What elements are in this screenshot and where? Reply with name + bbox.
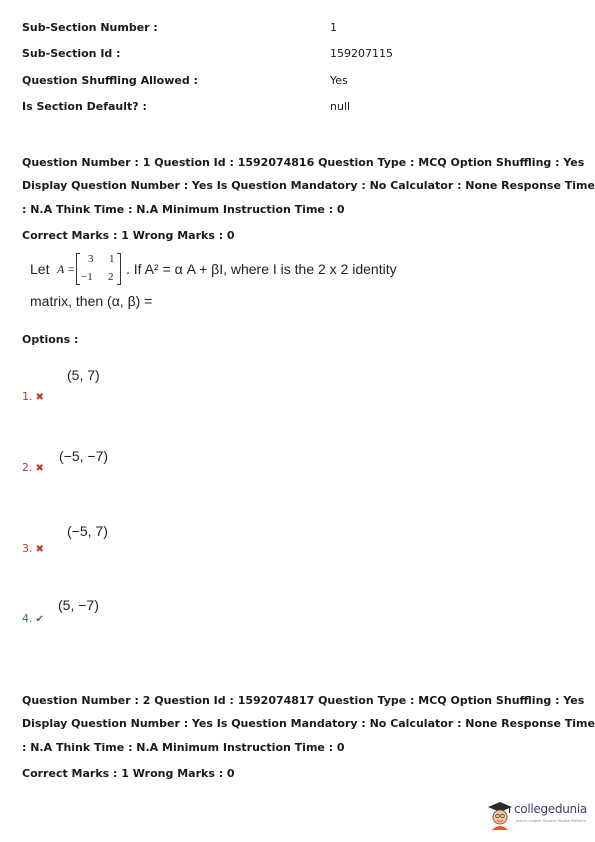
matrix-cell-22: 2 xyxy=(108,271,114,283)
option-3-text: (−5, 7) xyxy=(67,523,108,539)
q1-text-rest: . If A² = α A + βI, where I is the 2 x 2 identity xyxy=(126,261,397,277)
option-2 xyxy=(22,461,44,476)
q2-header-line-3: : N.A Think Time : N.A Minimum Instruction Time : 0 xyxy=(22,741,345,754)
option-4 xyxy=(22,612,44,627)
matrix-cell-11: 3 xyxy=(88,253,94,265)
q1-text-let: Let xyxy=(30,261,50,277)
q1-text-line-2: matrix, then (α, β) = xyxy=(30,293,153,309)
cross-icon: ✖ xyxy=(35,463,44,474)
graduate-mascot-icon xyxy=(487,800,513,830)
matrix-cell-12: 1 xyxy=(109,253,115,265)
matrix-right-bracket xyxy=(117,253,121,285)
q1-matrix xyxy=(57,251,125,289)
question-shuffling-value: Yes xyxy=(330,74,348,87)
option-4-text: (5, −7) xyxy=(58,597,99,613)
matrix-left-bracket xyxy=(76,253,80,285)
sub-section-number-value: 1 xyxy=(330,21,337,34)
matrix-cell-21: −1 xyxy=(81,271,93,283)
options-label: Options : xyxy=(22,333,79,346)
q1-header-line-1: Question Number : 1 Question Id : 1592074816 Question Type : MCQ Option Shuffling : Yes xyxy=(22,156,585,169)
q1-header-line-3: : N.A Think Time : N.A Minimum Instruction Time : 0 xyxy=(22,203,345,216)
option-3-number: 3. xyxy=(22,542,33,555)
q2-header-line-2: Display Question Number : Yes Is Question Mandatory : No Calculator : None Response Time xyxy=(22,717,595,730)
option-1 xyxy=(22,390,44,405)
option-3 xyxy=(22,542,44,557)
option-1-text: (5, 7) xyxy=(67,367,100,383)
logo-tagline: India's Largest Student Review Platform xyxy=(516,819,586,823)
sub-section-id-value: 159207115 xyxy=(330,47,393,60)
collegedunia-logo xyxy=(487,800,587,832)
matrix-name: A = xyxy=(57,262,76,276)
option-1-number: 1. xyxy=(22,390,33,403)
cross-icon: ✖ xyxy=(35,544,44,555)
q1-marks: Correct Marks : 1 Wrong Marks : 0 xyxy=(22,229,235,242)
section-default-label: Is Section Default? : xyxy=(22,100,147,113)
cross-icon: ✖ xyxy=(35,392,44,403)
sub-section-id-label: Sub-Section Id : xyxy=(22,47,121,60)
sub-section-number-label: Sub-Section Number : xyxy=(22,21,158,34)
option-4-number: 4. xyxy=(22,612,33,625)
checkmark-icon: ✔ xyxy=(35,614,44,625)
q2-header-line-1: Question Number : 2 Question Id : 1592074817 Question Type : MCQ Option Shuffling : Yes xyxy=(22,694,585,707)
option-2-text: (−5, −7) xyxy=(59,448,109,464)
option-2-number: 2. xyxy=(22,461,33,474)
q1-header-line-2: Display Question Number : Yes Is Question Mandatory : No Calculator : None Response Time xyxy=(22,179,595,192)
logo-name: collegedunia xyxy=(514,802,587,816)
question-shuffling-label: Question Shuffling Allowed : xyxy=(22,74,198,87)
section-default-value: null xyxy=(330,100,351,113)
q2-marks: Correct Marks : 1 Wrong Marks : 0 xyxy=(22,767,235,780)
